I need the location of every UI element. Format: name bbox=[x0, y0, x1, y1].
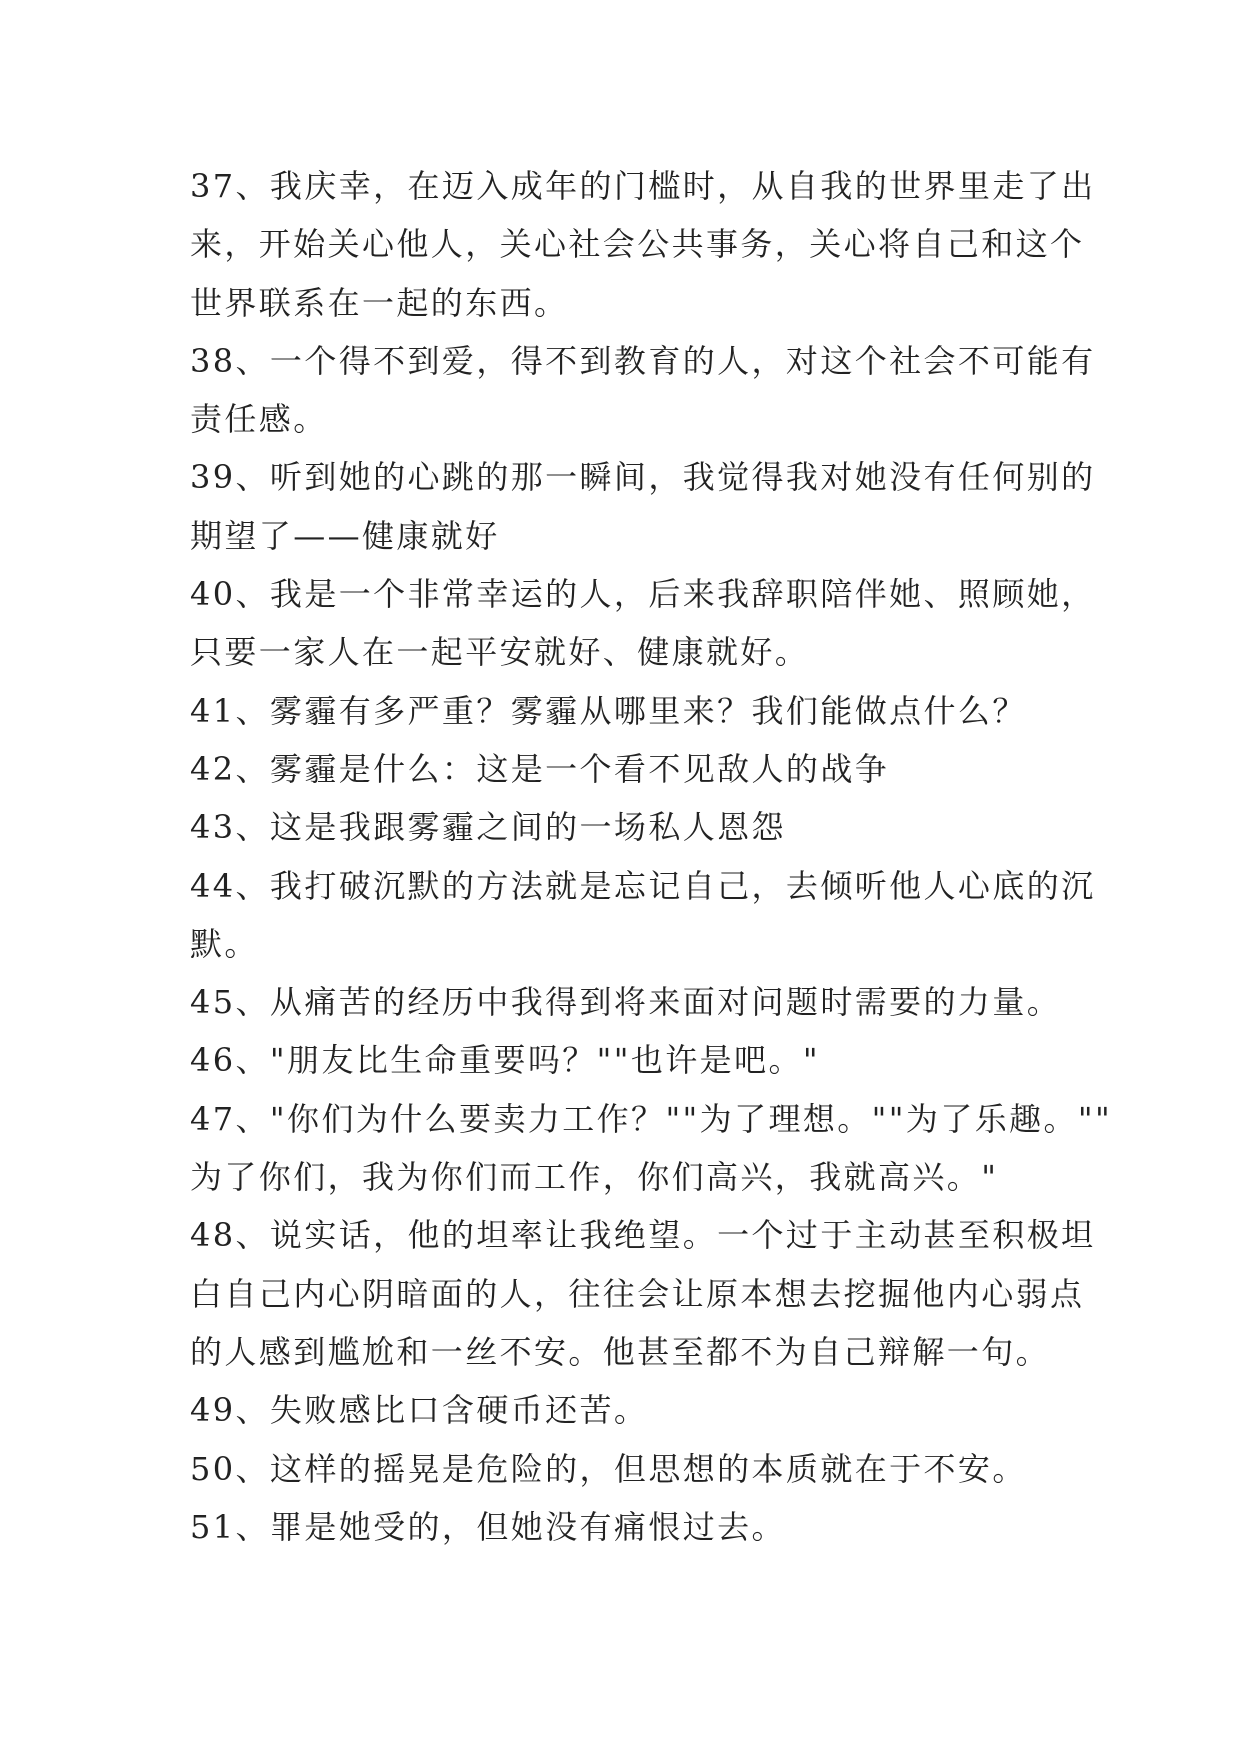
text-line: 47、"你们为什么要卖力工作？""为了理想。""为了乐趣。"" bbox=[190, 1099, 1113, 1138]
text-line: 42、雾霾是什么：这是一个看不见敌人的战争 bbox=[190, 749, 890, 788]
text-line: 41、雾霾有多严重？雾霾从哪里来？我们能做点什么？ bbox=[190, 691, 1027, 730]
document-body bbox=[190, 157, 1113, 1556]
text-line: 责任感。 bbox=[190, 400, 328, 439]
text-line: 45、从痛苦的经历中我得到将来面对问题时需要的力量。 bbox=[190, 983, 1062, 1022]
text-line: 48、说实话，他的坦率让我绝望。一个过于主动甚至积极坦 bbox=[190, 1216, 1096, 1255]
text-line: 世界联系在一起的东西。 bbox=[190, 283, 569, 322]
text-line: 38、一个得不到爱，得不到教育的人，对这个社会不可能有 bbox=[190, 341, 1096, 380]
text-line: 39、听到她的心跳的那一瞬间，我觉得我对她没有任何别的 bbox=[190, 458, 1096, 497]
text-line: 期望了——健康就好 bbox=[190, 516, 500, 555]
text-line: 49、失败感比口含硬币还苦。 bbox=[190, 1391, 649, 1430]
text-line: 37、我庆幸，在迈入成年的门槛时，从自我的世界里走了出 bbox=[190, 167, 1096, 205]
text-line: 40、我是一个非常幸运的人，后来我辞职陪伴她、照顾她， bbox=[190, 575, 1096, 614]
text-line: 默。 bbox=[190, 924, 259, 963]
text-line: 来，开始关心他人，关心社会公共事务，关心将自己和这个 bbox=[190, 225, 1085, 264]
text-line: 白自己内心阴暗面的人，往往会让原本想去挖掘他内心弱点 bbox=[190, 1274, 1085, 1313]
text-line: 46、"朋友比生命重要吗？""也许是吧。" bbox=[190, 1041, 820, 1080]
text-line: 的人感到尴尬和一丝不安。他甚至都不为自己辩解一句。 bbox=[190, 1332, 1051, 1371]
text-line: 50、这样的摇晃是危险的，但思想的本质就在于不安。 bbox=[190, 1449, 1027, 1488]
text-line: 44、我打破沉默的方法就是忘记自己，去倾听他人心底的沉 bbox=[190, 866, 1096, 905]
text-line: 只要一家人在一起平安就好、健康就好。 bbox=[190, 633, 810, 672]
text-line: 43、这是我跟雾霾之间的一场私人恩怨 bbox=[190, 808, 786, 847]
text-line: 51、罪是她受的，但她没有痛恨过去。 bbox=[190, 1507, 786, 1546]
text-line: 为了你们，我为你们而工作，你们高兴，我就高兴。" bbox=[190, 1158, 999, 1197]
